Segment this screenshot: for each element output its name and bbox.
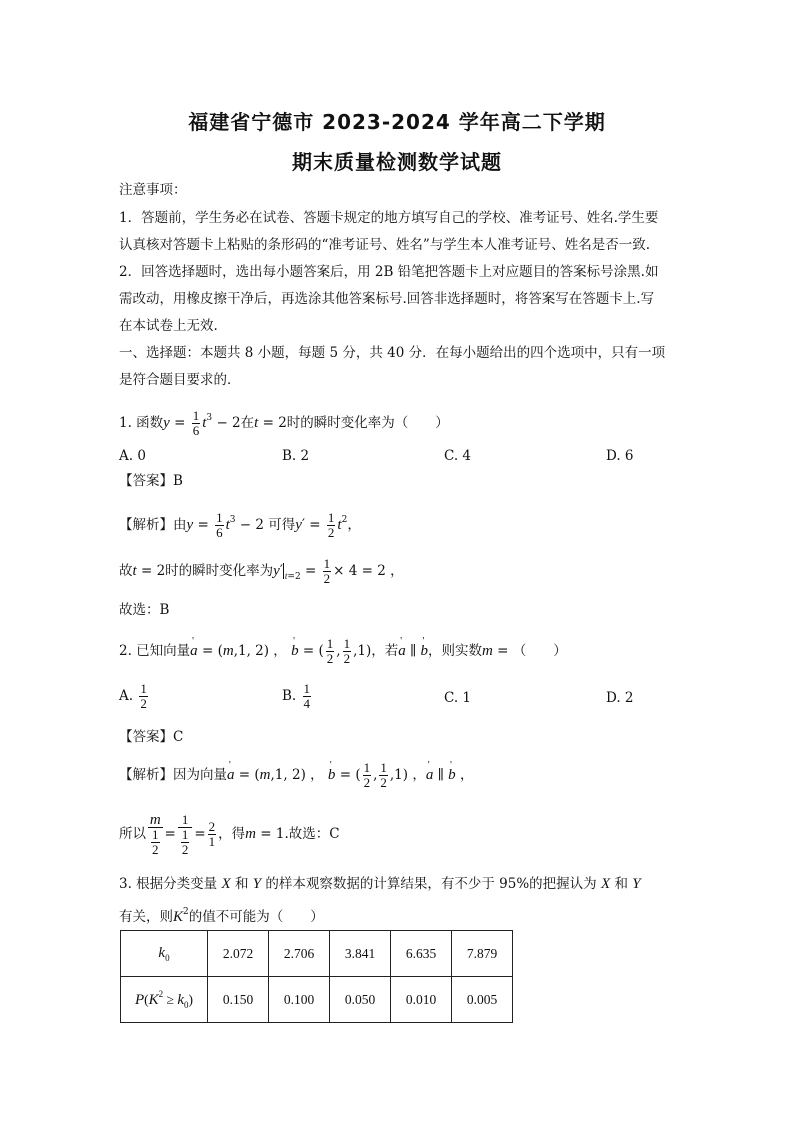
page-subtitle: 期末质量检测数学试题: [292, 150, 502, 174]
table-cell: 2.072: [208, 931, 269, 977]
question-1-option-d: D. 6: [606, 448, 634, 464]
question-3-stem-line-2: 有关，则$K^2$的值不可能为（ ）: [119, 907, 324, 925]
table-cell: 6.635: [391, 931, 452, 977]
notice-item-1-line-2: 认真核对答题卡上粘贴的条形码的“准考证号、姓名”与学生本人准考证号、姓名是否一致.: [119, 237, 651, 253]
question-2-analysis-line-2: 所以 $\frac{m}{\frac{1}{2}}$ = $\frac{1}{\frac{1}{2}}$ = $\frac{2}{1}$ ，得m = 1.故选：C: [119, 811, 340, 857]
fraction: $\frac{1}{2}$: [343, 636, 351, 666]
fraction: $\frac{1}{6}$: [192, 408, 200, 438]
question-1-answer: 【答案】B: [119, 473, 183, 489]
section-heading-line-1: 一、选择题：本题共 8 小题，每题 5 分，共 40 分．在每小题给出的四个选项中，只有一项: [119, 345, 666, 361]
question-2-option-a: A. $\frac{1}{2}$: [119, 681, 147, 711]
fraction: $\frac{1}{2}$: [181, 826, 189, 857]
question-3-stem-line-1: 3. 根据分类变量 X 和 Y 的样本观察数据的计算结果，有不少于 95%的把握认为 X 和 Y: [119, 876, 641, 892]
question-1-option-a: A. 0: [119, 448, 146, 464]
table-cell: 0.150: [208, 977, 269, 1023]
table-header-cell: $k_0$: [121, 931, 208, 977]
question-1-option-b: B. 2: [282, 448, 310, 464]
table-row: [121, 977, 513, 1023]
question-2-stem: 2. 已知向量' a = (m,1, 2) ， ' b = ( $\frac{1}{2}$ , $\frac{1}{2}$ ,1)，若' a ∥ ' b，则实数m = （ ）: [119, 633, 679, 669]
question-2-option-d: D. 2: [606, 690, 634, 706]
question-1-analysis: 【解析】由y = $\frac{1}{6}$ $t^3 - 2$ 可得y′ = $\frac{1}{2}$ $t^2$，: [119, 510, 361, 540]
table-cell: 2.706: [269, 931, 330, 977]
fraction: $\frac{1}{2}$: [140, 681, 147, 711]
table-cell: 0.005: [452, 977, 513, 1023]
question-1-conclusion: 故选：B: [119, 602, 170, 618]
table-cell: 3.841: [330, 931, 391, 977]
question-2-answer: 【答案】C: [119, 729, 184, 745]
question-1-option-c: C. 4: [444, 448, 472, 464]
fraction: $\frac{1}{2}$: [380, 760, 387, 790]
question-2-option-c: C. 1: [444, 690, 472, 706]
page-title: 福建省宁德市 2023-2024 学年高二下学期: [188, 110, 606, 134]
notice-item-2-line-2: 需改动，用橡皮擦干净后，再选涂其他答案标号.回答非选择题时，将答案写在答题卡上.写: [119, 291, 655, 307]
table-cell: 0.050: [330, 977, 391, 1023]
table-cell: 7.879: [452, 931, 513, 977]
fraction: $\frac{1}{2}$: [323, 556, 331, 586]
notice-item-2-line-3: 在本试卷上无效.: [119, 318, 218, 334]
fraction: $\frac{m}{\frac{1}{2}}$: [149, 811, 161, 857]
section-heading-line-2: 是符合题目要求的．: [119, 372, 241, 388]
notice-heading: 注意事项：: [119, 182, 187, 198]
fraction: $\frac{1}{2}$: [152, 826, 159, 857]
fraction: $\frac{1}{2}$: [363, 760, 371, 790]
fraction: $\frac{2}{1}$: [208, 819, 216, 849]
question-1-stem: 1. 函数y = $\frac{1}{6}$ $t^3 - 2$在t = 2时的瞬时变化率为（ ）: [119, 408, 449, 438]
fraction: $\frac{1}{4}$: [303, 681, 311, 711]
question-2-option-b: B. $\frac{1}{4}$: [282, 681, 311, 711]
chi-square-table: [120, 930, 513, 1023]
question-2-analysis: 【解析】因为向量' a = (m,1, 2) ， ' b = ( $\frac{1}{2}$ , $\frac{1}{2}$ ,1) ，' a ∥ ' b ，: [119, 757, 679, 793]
question-1-analysis-line-2: 故t = 2时的瞬时变化率为y′ $_{t=2}$ = $\frac{1}{2}$ × 4 = 2 ，: [119, 556, 404, 586]
fraction: $\frac{1}{6}$: [216, 510, 223, 540]
fraction: $\frac{1}{2}$: [327, 510, 335, 540]
notice-item-1-line-1: 1．答题前，学生务必在试卷、答题卡规定的地方填写自己的学校、准考证号、姓名.学生要: [119, 210, 659, 226]
notice-item-2-line-1: 2．回答选择题时，选出每小题答案后，用 2B 铅笔把答题卡上对应题目的答案标号涂黑.如: [119, 264, 659, 280]
table-row: [121, 931, 513, 977]
table-header-cell: $P(K^2 \ge k_0)$: [121, 977, 208, 1023]
table-cell: 0.010: [391, 977, 452, 1023]
fraction: $\frac{1}{2}$: [326, 636, 334, 666]
table-cell: 0.100: [269, 977, 330, 1023]
fraction: $\frac{1}{\frac{1}{2}}$: [178, 813, 193, 857]
